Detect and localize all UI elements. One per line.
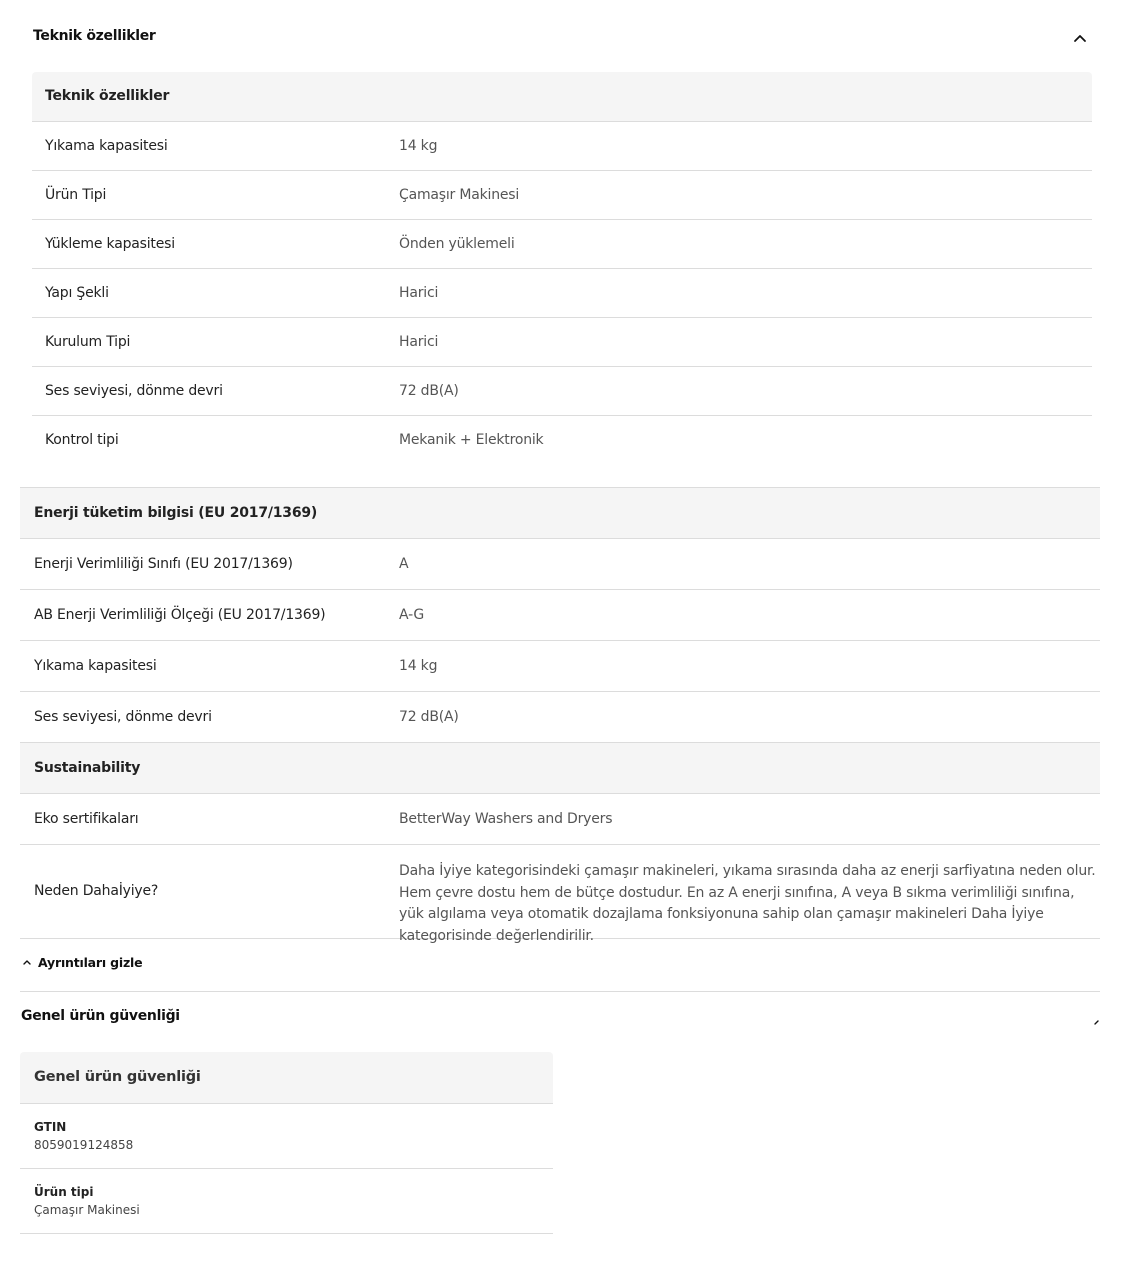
section-title-technical[interactable]: Teknik özellikler <box>33 28 156 44</box>
row-key: Yıkama kapasitesi <box>45 138 168 154</box>
table-header: Teknik özellikler <box>32 72 1092 122</box>
row-value: Çamaşır Makinesi <box>399 187 520 203</box>
table-row <box>32 416 1092 464</box>
table-row <box>32 269 1092 318</box>
table-row <box>32 367 1092 416</box>
table-row <box>32 318 1092 367</box>
hide-details-toggle[interactable] <box>22 955 142 970</box>
table-row <box>20 794 1100 845</box>
row-value: A <box>399 556 409 572</box>
table-header: Genel ürün güvenliği <box>20 1052 553 1104</box>
row-value: Mekanik + Elektronik <box>399 432 544 448</box>
divider <box>20 991 1100 992</box>
row-key: Yapı Şekli <box>45 285 109 301</box>
hide-details-label: Ayrıntıları gizle <box>38 955 143 970</box>
chevron-up-icon[interactable] <box>1092 1011 1102 1021</box>
item-label: Ürün tipi <box>34 1185 94 1199</box>
row-key: AB Enerji Verimliliği Ölçeği (EU 2017/1369) <box>34 607 326 623</box>
table-row <box>20 590 1100 641</box>
list-item <box>20 1169 553 1234</box>
section-title-safety[interactable]: Genel ürün güvenliği <box>21 1008 180 1024</box>
row-value: Harici <box>399 285 439 301</box>
item-label: GTIN <box>34 1120 67 1134</box>
row-key: Yükleme kapasitesi <box>45 236 175 252</box>
row-value: Daha İyiye kategorisindeki çamaşır makineleri, yıkama sırasında daha az enerji sarfiyatına neden olur. Hem çevre dostu hem de bütçe dostudur. En az A enerji sınıfına, A veya B sıkma verimliliği sınıfına, yük algılama veya otomatik dozajlama fonksiyonuna sahip olan çamaşır makineleri Daha İyiye kategorisinde değerlendirilir. <box>399 863 1096 944</box>
table-row <box>32 122 1092 171</box>
table-row <box>32 171 1092 220</box>
chevron-up-icon <box>22 955 32 970</box>
sustainability-header: Sustainability <box>20 743 1100 794</box>
row-key: Kontrol tipi <box>45 432 119 448</box>
table-row <box>20 845 1100 944</box>
product-safety-table <box>20 1052 553 1234</box>
row-key: Ses seviyesi, dönme devri <box>45 383 223 399</box>
table-row <box>20 539 1100 590</box>
table-row <box>20 641 1100 692</box>
row-key: Enerji Verimliliği Sınıfı (EU 2017/1369) <box>34 556 293 572</box>
item-value: 8059019124858 <box>34 1138 134 1152</box>
row-key: Ürün Tipi <box>45 187 107 203</box>
row-value: 14 kg <box>399 658 438 674</box>
row-key: Ses seviyesi, dönme devri <box>34 709 212 725</box>
energy-header: Enerji tüketim bilgisi (EU 2017/1369) <box>20 488 1100 539</box>
row-key: Kurulum Tipi <box>45 334 131 350</box>
row-value: Harici <box>399 334 439 350</box>
table-row <box>20 692 1100 743</box>
row-key: Eko sertifikaları <box>34 811 139 827</box>
chevron-up-icon[interactable] <box>1070 28 1090 48</box>
table-row <box>32 220 1092 269</box>
row-value: A-G <box>399 607 425 623</box>
technical-specs-table <box>32 72 1092 464</box>
list-item <box>20 1104 553 1169</box>
row-value: 14 kg <box>399 138 438 154</box>
row-value: Önden yüklemeli <box>399 236 515 252</box>
row-value: 72 dB(A) <box>399 709 459 725</box>
energy-sustainability-table <box>20 487 1100 944</box>
row-value: BetterWay Washers and Dryers <box>399 811 613 827</box>
row-value: 72 dB(A) <box>399 383 459 399</box>
row-key: Neden Dahaİyiye? <box>34 883 159 899</box>
item-value: Çamaşır Makinesi <box>34 1203 140 1217</box>
row-key: Yıkama kapasitesi <box>34 658 157 674</box>
